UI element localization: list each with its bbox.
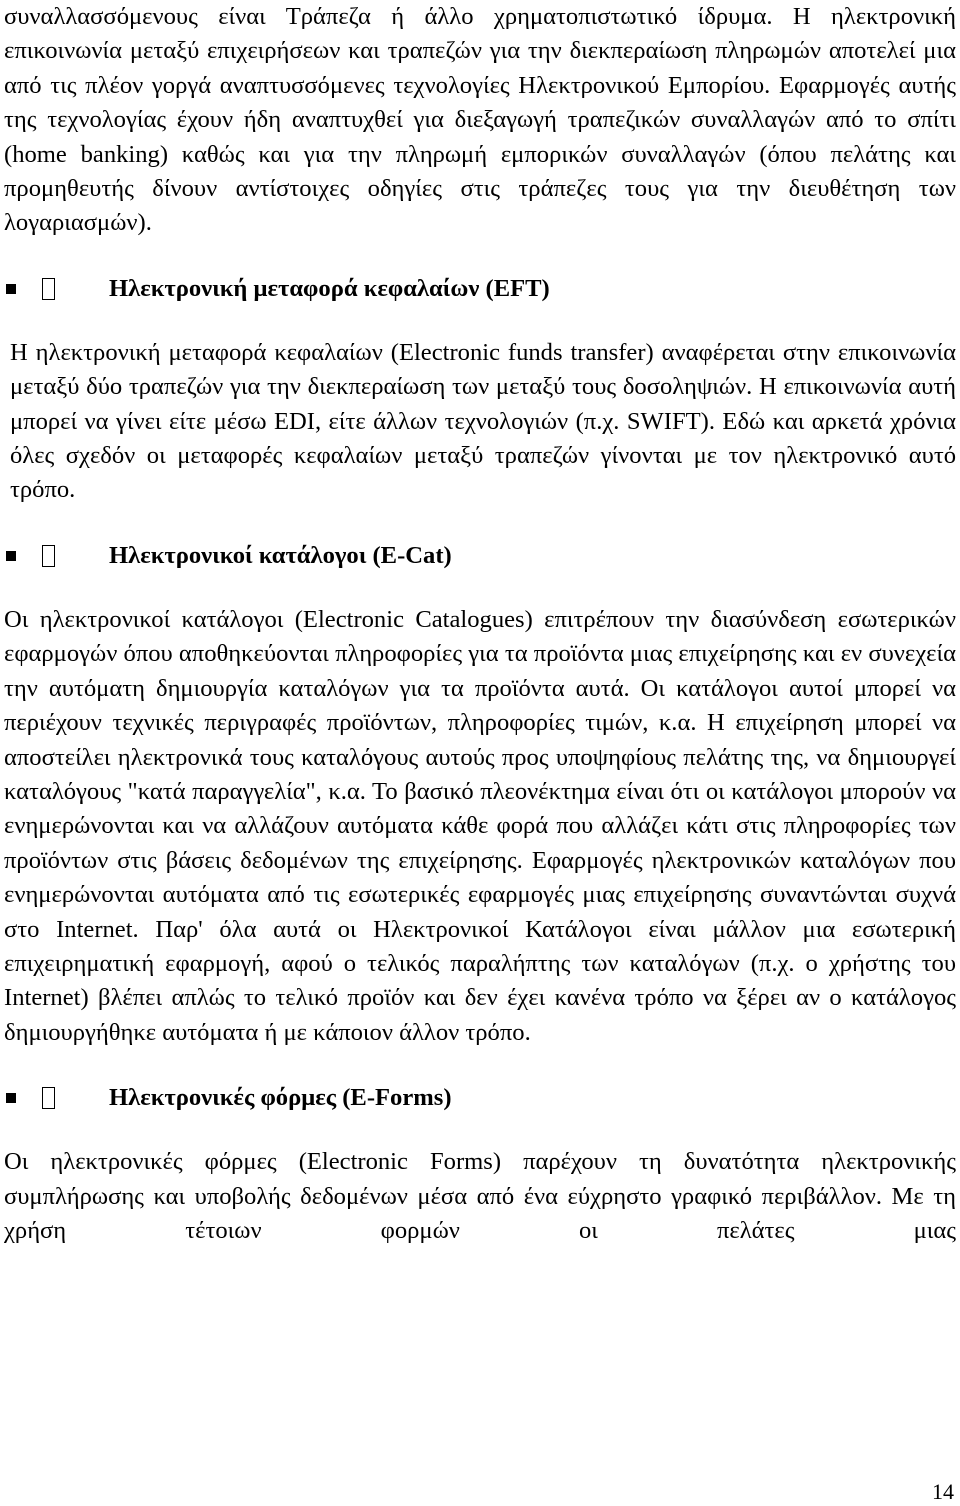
section-heading-eft — [4, 272, 956, 306]
section-body-eft: Η ηλεκτρονική μεταφορά κεφαλαίων (Electronic funds transfer) αναφέρεται στην επικοινωνία μεταξύ δύο τραπεζών για την διεκπεραίωση των μεταξύ τους δοσοληψιών. Η επικοινωνία αυτή μπορεί να γίνει είτε μέσω EDI, είτε άλλων τεχνολογιών (π.χ. SWIFT). Εδώ και αρκετά χρόνια όλες σχεδόν οι μεταφορές κεφαλαίων μεταξύ τραπεζών γίνονται με τον ηλεκτρονικό αυτό τρόπο. — [10, 338, 956, 504]
page-number: 14 — [932, 1479, 954, 1504]
square-bullet-icon — [6, 1093, 16, 1103]
section-heading-ecat — [4, 539, 956, 573]
square-bullet-icon — [6, 551, 16, 561]
section-title: Ηλεκτρονικές φόρμες (E-Forms) — [109, 1083, 452, 1111]
missing-glyph-icon — [42, 278, 55, 300]
missing-glyph-icon — [42, 1087, 55, 1109]
section-title: Ηλεκτρονική μεταφορά κεφαλαίων (EFT) — [109, 274, 550, 302]
section-title: Ηλεκτρονικοί κατάλογοι (E-Cat) — [109, 541, 452, 569]
section-body-ecat: Οι ηλεκτρονικοί κατάλογοι (Electronic Catalogues) επιτρέπουν την διασύνδεση εσωτερικών εφαρμογών όπου αποθηκεύονται πληροφορίες για τα προϊόντα μιας επιχείρησης και εν συνεχεία την αυτόματη δημιουργία καταλόγων για τα προϊόντα αυτά. Οι κατάλογοι αυτοί μπορεί να περιέχουν τεχνικές περιγραφές προϊόντων, πληροφορίες τιμών, κ.α. Η επιχείρηση μπορεί να αποστείλει ηλεκτρονικά τους καταλόγους αυτούς προς υποψηφίους πελάτης της, να δημιουργεί καταλόγους "κατά παραγγελία", κ.α. Το βασικό πλεονέκτημα είναι ότι οι κατάλογοι μπορούν να ενημερώνονται και να αλλάζουν αυτόματα κάθε φορά που αλλάζει κάτι στις πληροφορίες των προϊόντων στις βάσεις δεδομένων της επιχείρησης. Εφαρμογές ηλεκτρονικών καταλόγων που ενημερώνονται αυτόματα από τις εσωτερικές εφαρμογές μιας επιχείρησης συναντώνται συχνά στο Internet. Παρ' όλα αυτά οι Ηλεκτρονικοί Κατάλογοι είναι μάλλον μια εσωτερική επιχειρηματική εφαρμογή, αφού ο τελικός παραλήπτης των καταλόγων (π.χ. ο χρήστης του Internet) βλέπει απλώς το τελικό προϊόν και δεν έχει κανένα τρόπο να ξέρει αν ο κατάλογος δημιουργήθηκε αυτόματα ή με κάποιον άλλον τρόπο. — [4, 605, 956, 1046]
section-heading-eforms — [4, 1081, 956, 1115]
document-page — [4, 0, 956, 1248]
square-bullet-icon — [6, 284, 16, 294]
missing-glyph-icon — [42, 545, 55, 567]
intro-paragraph: συναλλασσόμενους είναι Τράπεζα ή άλλο χρηματοπιστωτικό ίδρυμα. Η ηλεκτρονική επικοινωνία μεταξύ επιχειρήσεων και τραπεζών για την διεκπεραίωση πληρωμών αποτελεί μια από τις πλέον γοργά αναπτυσσόμενες τεχνολογίες Ηλεκτρονικού Εμπορίου. Εφαρμογές αυτής της τεχνολογίας έχουν ήδη αναπτυχθεί για διεξαγωγή τραπεζικών συναλλαγών από το σπίτι (home banking) καθώς και για την πληρωμή εμπορικών συναλλαγών (όπου πελάτης και προμηθευτής δίνουν αντίστοιχες οδηγίες στις τράπεζες τους για την διευθέτηση των λογαριασμών). — [4, 3, 956, 237]
section-body-eforms: Οι ηλεκτρονικές φόρμες (Electronic Forms) παρέχουν τη δυνατότητα ηλεκτρονικής συμπλήρωσης και υποβολής δεδομένων μέσα από ένα εύχρηστο γραφικό περιβάλλον. Με τη χρήση τέτοιων φορμών οι πελάτες μιας — [4, 1148, 956, 1244]
